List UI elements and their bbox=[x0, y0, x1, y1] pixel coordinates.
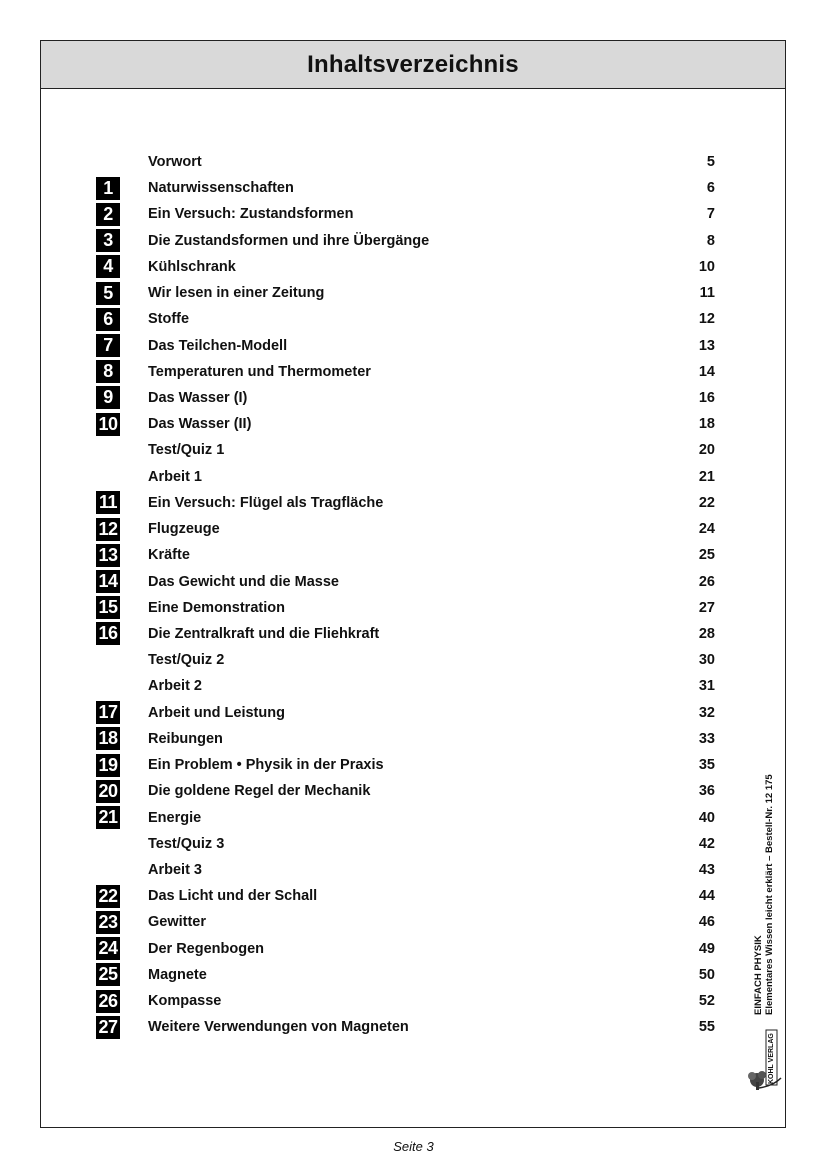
chapter-number-badge: 1 bbox=[96, 177, 120, 200]
toc-entry bbox=[0, 437, 827, 463]
toc-entry bbox=[0, 464, 827, 490]
chapter-number-badge: 19 bbox=[96, 754, 120, 777]
toc-entry-title: Der Regenbogen bbox=[148, 940, 265, 957]
toc-entry bbox=[0, 516, 827, 542]
toc-entry-title: Test/Quiz 1 bbox=[148, 442, 225, 459]
toc-entry-title: Arbeit und Leistung bbox=[148, 704, 285, 721]
toc-entry-page: 8 bbox=[706, 232, 715, 249]
toc-entry-page: 28 bbox=[698, 625, 715, 642]
chapter-number-badge: 14 bbox=[96, 570, 120, 593]
toc-entry-title: Die goldene Regel der Mechanik bbox=[148, 783, 371, 800]
toc-entry bbox=[0, 201, 827, 227]
toc-entry-page: 26 bbox=[698, 573, 715, 590]
toc-entry-title: Flugzeuge bbox=[148, 521, 220, 538]
toc-entry-title: Magnete bbox=[148, 966, 207, 983]
toc-entry-title: Kompasse bbox=[148, 993, 222, 1010]
publisher-logo bbox=[745, 1022, 785, 1094]
toc-entry-page: 33 bbox=[698, 730, 715, 747]
toc-entry-title: Arbeit 1 bbox=[148, 468, 202, 485]
toc-entry-page: 40 bbox=[698, 809, 715, 826]
toc-entry bbox=[0, 621, 827, 647]
toc-entry-page: 55 bbox=[698, 1019, 715, 1036]
toc-entry bbox=[0, 805, 827, 831]
toc-entry-page: 30 bbox=[698, 652, 715, 669]
toc-entry bbox=[0, 909, 827, 935]
toc-entry bbox=[0, 411, 827, 437]
chapter-number-badge: 5 bbox=[96, 282, 120, 305]
toc-entry-page: 7 bbox=[706, 206, 715, 223]
toc-entry bbox=[0, 831, 827, 857]
toc-entry bbox=[0, 280, 827, 306]
chapter-number-badge: 23 bbox=[96, 911, 120, 934]
toc-entry-title: Vorwort bbox=[148, 154, 202, 170]
chapter-number-badge: 15 bbox=[96, 596, 120, 619]
toc-entry bbox=[0, 595, 827, 621]
chapter-number-badge: 3 bbox=[96, 229, 120, 252]
chapter-number-badge: 6 bbox=[96, 308, 120, 331]
page-number-footer: Seite 3 bbox=[393, 1139, 434, 1154]
toc-entry-page: 50 bbox=[698, 966, 715, 983]
toc-entry-page: 25 bbox=[698, 547, 715, 564]
toc-entry-page: 35 bbox=[698, 757, 715, 774]
toc-entry-title: Ein Versuch: Flügel als Tragfläche bbox=[148, 494, 384, 511]
toc-entry-title: Kräfte bbox=[148, 547, 190, 564]
toc-entry-title: Arbeit 3 bbox=[148, 861, 202, 878]
toc-entry-page: 24 bbox=[698, 521, 715, 538]
toc-entry-title: Temperaturen und Thermometer bbox=[148, 363, 371, 380]
toc-entry-title: Das Licht und der Schall bbox=[148, 888, 318, 905]
chapter-number-badge: 2 bbox=[96, 203, 120, 226]
toc-entry-title: Gewitter bbox=[148, 914, 207, 931]
toc-entry bbox=[0, 228, 827, 254]
toc-entry-page: 6 bbox=[706, 180, 715, 197]
toc-entry bbox=[0, 569, 827, 595]
toc-entry-page: 32 bbox=[698, 704, 715, 721]
chapter-number-badge: 26 bbox=[96, 990, 120, 1013]
tree-logo-icon bbox=[745, 1022, 785, 1094]
toc-entry-title: Die Zentralkraft und die Fliehkraft bbox=[148, 625, 380, 642]
toc-entry bbox=[0, 883, 827, 909]
toc-entry bbox=[0, 149, 827, 175]
toc-entry bbox=[0, 700, 827, 726]
toc-entry bbox=[0, 1014, 827, 1040]
toc-entry bbox=[0, 726, 827, 752]
toc-entry-page: 49 bbox=[698, 940, 715, 957]
chapter-number-badge: 17 bbox=[96, 701, 120, 724]
sidebar-text bbox=[753, 755, 775, 1015]
toc-entry bbox=[0, 385, 827, 411]
publisher-name: KOHL VERLAG bbox=[768, 1033, 775, 1084]
toc-entry-title: Kühlschrank bbox=[148, 258, 236, 275]
toc-entry-page: 10 bbox=[698, 258, 715, 275]
toc-entry bbox=[0, 490, 827, 516]
toc-entry-page: 36 bbox=[698, 783, 715, 800]
toc-entry-title: Weitere Verwendungen von Magneten bbox=[148, 1019, 409, 1036]
series-title: EINFACH PHYSIK bbox=[753, 935, 764, 1015]
chapter-number-badge: 10 bbox=[96, 413, 120, 436]
chapter-number-badge: 8 bbox=[96, 360, 120, 383]
toc-entry-page: 27 bbox=[698, 599, 715, 616]
toc-entry bbox=[0, 647, 827, 673]
toc-entry bbox=[0, 752, 827, 778]
toc-entry-page: 16 bbox=[698, 389, 715, 406]
toc-entry bbox=[0, 542, 827, 568]
toc-entry bbox=[0, 333, 827, 359]
toc-entry-page: 20 bbox=[698, 442, 715, 459]
chapter-number-badge: 27 bbox=[96, 1016, 120, 1039]
toc-entry-title: Die Zustandsformen und ihre Übergänge bbox=[148, 232, 430, 249]
toc-entry bbox=[0, 673, 827, 699]
chapter-number-badge: 9 bbox=[96, 386, 120, 409]
toc-entry-page: 13 bbox=[698, 337, 715, 354]
chapter-number-badge: 20 bbox=[96, 780, 120, 803]
toc-entry-title: Das Wasser (II) bbox=[148, 416, 252, 433]
series-subtitle: Elementares Wissen leicht erklärt – Bestell-Nr. 12 175 bbox=[764, 774, 775, 1015]
toc-entry bbox=[0, 359, 827, 385]
chapter-number-badge: 11 bbox=[96, 491, 120, 514]
toc-entry bbox=[0, 254, 827, 280]
toc-entry bbox=[0, 857, 827, 883]
toc-entry-title: Wir lesen in einer Zeitung bbox=[148, 285, 325, 302]
toc-entry bbox=[0, 175, 827, 201]
toc-entry-page: 46 bbox=[698, 914, 715, 931]
toc-entry bbox=[0, 936, 827, 962]
toc-entry-page: 31 bbox=[698, 678, 715, 695]
toc-entry-page: 21 bbox=[698, 468, 715, 485]
toc-entry-title: Test/Quiz 3 bbox=[148, 835, 225, 852]
chapter-number-badge: 21 bbox=[96, 806, 120, 829]
chapter-number-badge: 7 bbox=[96, 334, 120, 357]
toc-entry-page: 14 bbox=[698, 363, 715, 380]
toc-entry-page: 44 bbox=[698, 888, 715, 905]
toc-entry-title: Reibungen bbox=[148, 730, 223, 747]
toc-entry bbox=[0, 778, 827, 804]
page-title: Inhaltsverzeichnis bbox=[307, 50, 519, 78]
chapter-number-badge: 4 bbox=[96, 255, 120, 278]
toc-entry-title: Ein Versuch: Zustandsformen bbox=[148, 206, 354, 223]
header-bar bbox=[41, 41, 785, 89]
toc-entry-page: 42 bbox=[698, 835, 715, 852]
chapter-number-badge: 12 bbox=[96, 518, 120, 541]
toc-entry-title: Eine Demonstration bbox=[148, 599, 285, 616]
toc-entry-title: Arbeit 2 bbox=[148, 678, 202, 695]
toc-entry-page: 43 bbox=[698, 861, 715, 878]
toc-entry-title: Das Wasser (I) bbox=[148, 389, 248, 406]
toc-entry-title: Energie bbox=[148, 809, 202, 826]
chapter-number-badge: 22 bbox=[96, 885, 120, 908]
chapter-number-badge: 24 bbox=[96, 937, 120, 960]
toc-entry-page: 22 bbox=[698, 494, 715, 511]
toc-entry-title: Das Teilchen-Modell bbox=[148, 337, 288, 354]
toc-entry bbox=[0, 306, 827, 332]
toc-entry-title: Das Gewicht und die Masse bbox=[148, 573, 339, 590]
chapter-number-badge: 16 bbox=[96, 622, 120, 645]
toc-entry-title: Ein Problem • Physik in der Praxis bbox=[148, 757, 384, 774]
toc-entry-page: 12 bbox=[698, 311, 715, 328]
toc-entry-page: 11 bbox=[699, 285, 715, 302]
chapter-number-badge: 13 bbox=[96, 544, 120, 567]
toc-entry-page: 5 bbox=[706, 154, 715, 170]
toc-entry-page: 18 bbox=[698, 416, 715, 433]
toc-entry-title: Stoffe bbox=[148, 311, 190, 328]
chapter-number-badge: 18 bbox=[96, 727, 120, 750]
toc-entry bbox=[0, 988, 827, 1014]
toc-entry-title: Test/Quiz 2 bbox=[148, 652, 225, 669]
toc-entry bbox=[0, 962, 827, 988]
chapter-number-badge: 25 bbox=[96, 963, 120, 986]
sidebar-publication-info bbox=[745, 760, 789, 1020]
toc-entry-page: 52 bbox=[698, 993, 715, 1010]
toc-entry-title: Naturwissenschaften bbox=[148, 180, 294, 197]
